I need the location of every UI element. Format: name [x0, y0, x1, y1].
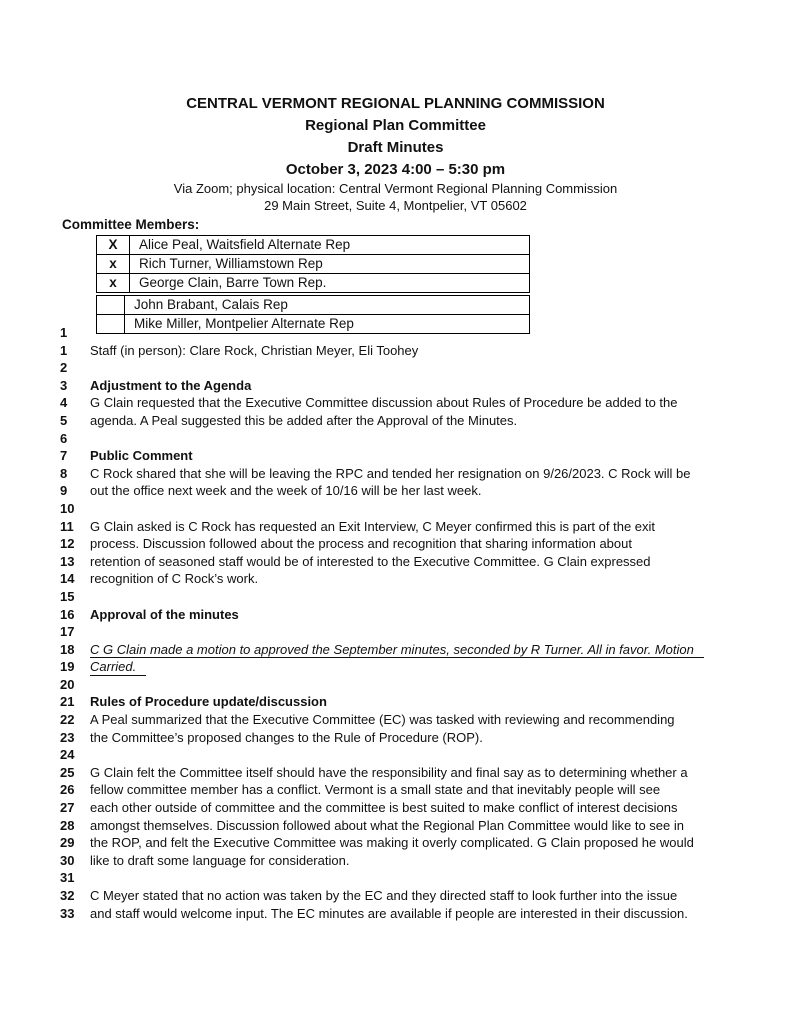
org-title: CENTRAL VERMONT REGIONAL PLANNING COMMISSION — [186, 95, 605, 112]
minutes-line — [60, 869, 760, 887]
line-number: 16 — [60, 606, 75, 622]
line-number: 14 — [60, 571, 75, 587]
line-number: 22 — [60, 712, 75, 728]
member-name-cell: John Brabant, Calais Rep — [134, 297, 288, 312]
line-text: A Peal summarized that the Executive Committee (EC) was tasked with reviewing and recommending — [90, 712, 675, 728]
line-number: 27 — [60, 800, 75, 816]
minutes-line — [60, 746, 760, 764]
meeting-datetime: October 3, 2023 4:00 – 5:30 pm — [285, 161, 506, 178]
line-number: 9 — [60, 483, 68, 499]
line-text: the Committee’s proposed changes to the Rule of Procedure (ROP). — [90, 729, 483, 745]
line-text — [90, 676, 760, 694]
line-text: the ROP, and felt the Executive Committee was making it overly complicated. G Clain proposed he would — [90, 835, 694, 851]
line-number: 18 — [60, 641, 75, 657]
line-number: 7 — [60, 448, 68, 464]
minutes-line — [60, 887, 760, 905]
line-text: Staff (in person): Clare Rock, Christian Meyer, Eli Toohey — [90, 342, 419, 358]
line-number: 29 — [60, 835, 75, 851]
line-text: process. Discussion followed about the process and recognition that sharing information about — [90, 536, 632, 552]
attendance-mark-cell: X — [97, 236, 130, 254]
committee-member-row — [97, 296, 529, 314]
line-number: 15 — [60, 588, 75, 604]
minutes-line — [60, 412, 760, 430]
minutes-line — [60, 641, 760, 659]
line-text: retention of seasoned staff would be of interested to the Executive Committee. G Clain expressed — [90, 553, 651, 569]
line-number: 13 — [60, 553, 75, 569]
attendance-mark-cell: x — [97, 255, 130, 273]
minutes-line — [60, 447, 760, 465]
meeting-location-line1: Via Zoom; physical location: Central Vermont Regional Planning Commission — [173, 181, 618, 196]
minutes-line — [60, 465, 760, 483]
line-text — [90, 623, 760, 641]
line-number: 26 — [60, 782, 75, 798]
committee-members-label: Committee Members: — [62, 217, 200, 232]
attendance-mark-cell: x — [97, 274, 130, 292]
minutes-line — [60, 799, 760, 817]
minutes-line — [60, 693, 760, 711]
line-text: Public Comment — [90, 448, 193, 464]
minutes-line — [60, 377, 760, 395]
minutes-line — [60, 500, 760, 518]
minutes-lines — [60, 324, 760, 922]
line-text: out the office next week and the week of 10/16 will be her last week. — [90, 483, 482, 499]
line-number: 31 — [60, 870, 75, 886]
meeting-location-line2: 29 Main Street, Suite 4, Montpelier, VT 05602 — [264, 197, 527, 213]
line-number: 21 — [60, 694, 75, 710]
line-number: 11 — [60, 518, 74, 534]
line-number: 19 — [60, 659, 75, 675]
line-text — [90, 588, 760, 606]
line-number: 33 — [60, 905, 75, 921]
committee-member-row — [97, 236, 529, 254]
minutes-line — [60, 570, 760, 588]
line-number: 8 — [60, 465, 68, 481]
minutes-line — [60, 553, 760, 571]
minutes-line — [60, 606, 760, 624]
line-number: 2 — [60, 360, 68, 376]
line-text: Adjustment to the Agenda — [90, 377, 252, 393]
committee-member-row — [97, 273, 529, 292]
minutes-line — [60, 324, 760, 342]
line-number: 28 — [60, 817, 75, 833]
minutes-line — [60, 588, 760, 606]
line-text: each other outside of committee and the committee is best suited to make conflict of interest decisions — [90, 800, 678, 816]
committee-table — [96, 235, 530, 334]
attendance-mark-cell — [97, 296, 125, 314]
minutes-line — [60, 658, 760, 676]
member-name-cell: Alice Peal, Waitsfield Alternate Rep — [139, 237, 351, 252]
line-text: like to draft some language for consideration. — [90, 852, 350, 868]
line-number: 17 — [60, 624, 75, 640]
minutes-line — [60, 394, 760, 412]
line-number: 1 — [60, 342, 68, 358]
line-text: recognition of C Rock’s work. — [90, 571, 259, 587]
line-text: amongst themselves. Discussion followed about what the Regional Plan Committee would like to see in — [90, 817, 684, 833]
line-number: 10 — [60, 500, 75, 516]
line-number: 32 — [60, 888, 75, 903]
line-number: 5 — [60, 412, 68, 428]
committee-table-group — [96, 235, 530, 293]
committee-title: Regional Plan Committee — [305, 117, 486, 134]
line-text — [90, 500, 760, 518]
line-text: agenda. A Peal suggested this be added after the Approval of the Minutes. — [90, 412, 518, 428]
minutes-line — [60, 518, 760, 536]
line-text — [90, 430, 760, 448]
member-name-cell: Mike Miller, Montpelier Alternate Rep — [134, 316, 354, 331]
minutes-line — [60, 535, 760, 553]
minutes-line — [60, 764, 760, 782]
line-text — [90, 869, 760, 887]
doc-type-title: Draft Minutes — [347, 139, 444, 156]
member-name-cell: George Clain, Barre Town Rep. — [139, 275, 327, 290]
line-number: 25 — [60, 764, 75, 780]
member-name-cell: Rich Turner, Williamstown Rep — [139, 256, 323, 271]
line-number: 4 — [60, 395, 68, 411]
committee-member-row — [97, 254, 529, 273]
minutes-line — [60, 482, 760, 500]
minutes-line — [60, 905, 760, 923]
document-header — [0, 93, 791, 214]
line-text: G Clain requested that the Executive Committee discussion about Rules of Procedure be added to the — [90, 395, 678, 411]
line-text: C Meyer stated that no action was taken by the EC and they directed staff to look further into the issue — [90, 888, 678, 903]
line-text — [90, 359, 760, 377]
line-number: 6 — [60, 430, 68, 446]
minutes-line — [60, 781, 760, 799]
line-text: Carried. — [90, 658, 146, 676]
minutes-line — [60, 359, 760, 377]
line-number: 12 — [60, 536, 75, 552]
minutes-line — [60, 711, 760, 729]
minutes-line — [60, 834, 760, 852]
minutes-line — [60, 729, 760, 747]
line-number: 1 — [60, 325, 68, 340]
line-number: 30 — [60, 852, 75, 868]
line-text: G Clain asked is C Rock has requested an Exit Interview, C Meyer confirmed this is part of the exit — [90, 518, 656, 534]
line-text: G Clain felt the Committee itself should have the responsibility and final say as to determining whether a — [90, 764, 688, 780]
line-number: 3 — [60, 377, 68, 393]
line-number: 20 — [60, 676, 75, 692]
line-number: 24 — [60, 747, 75, 763]
minutes-line — [60, 676, 760, 694]
minutes-line — [60, 623, 760, 641]
line-number: 23 — [60, 729, 75, 745]
line-text: and staff would welcome input. The EC minutes are available if people are interested in their discussion. — [90, 905, 688, 921]
line-text — [90, 746, 760, 764]
line-text: C Rock shared that she will be leaving the RPC and tended her resignation on 9/26/2023. C Rock will be — [90, 465, 691, 481]
line-text — [90, 324, 760, 342]
minutes-line — [60, 430, 760, 448]
minutes-line — [60, 817, 760, 835]
line-text: Approval of the minutes — [90, 606, 239, 622]
line-text: C G Clain made a motion to approved the September minutes, seconded by R Turner. All in favor. Motion — [90, 641, 704, 659]
line-text: Rules of Procedure update/discussion — [90, 694, 327, 710]
line-text: fellow committee member has a conflict. Vermont is a small state and that inevitably people will see — [90, 782, 661, 798]
minutes-line — [60, 852, 760, 870]
minutes-line — [60, 342, 760, 360]
